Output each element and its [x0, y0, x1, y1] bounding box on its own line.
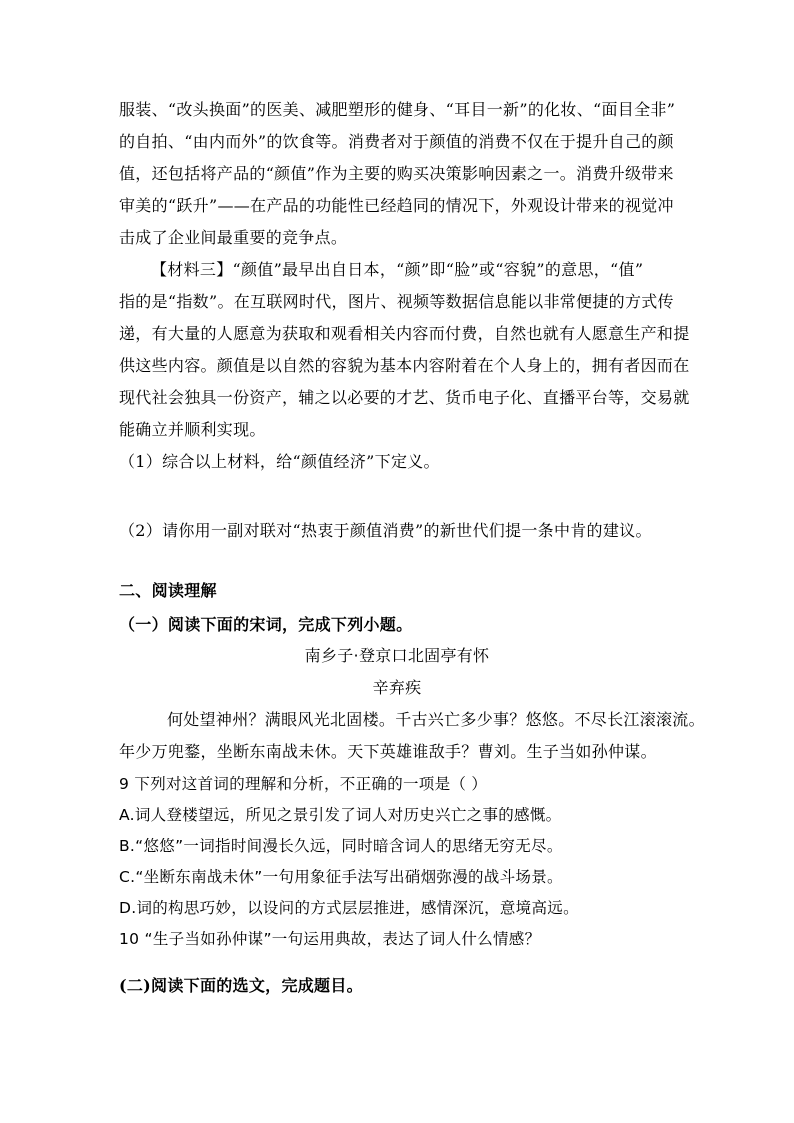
- material-three-line-5: 现代社会独具一份资产，辅之以必要的才艺、货币电子化、直播平台等，交易就: [119, 388, 690, 407]
- question-9-option-c: C.“坐断东南战未休”一句用象征手法写出硝烟弥漫的战斗场景。: [119, 868, 563, 886]
- material-two-line-4: 审美的“跃升”——在产品的功能性已经趋同的情况下，外观设计带来的视觉冲: [119, 196, 674, 215]
- material-three-line-3: 递，有大量的人愿意为获取和观看相关内容而付费，自然也就有人愿意生产和提: [119, 324, 690, 343]
- poem-line-2: 年少万兜鍪，坐断东南战未休。天下英雄谁敌手？曹刘。生子当如孙仲谋。: [119, 742, 657, 761]
- material-three-line-2: 指的是“指数”。在互联网时代，图片、视频等数据信息能以非常便捷的方式传: [119, 292, 674, 311]
- question-9-stem: 9 下列对这首词的理解和分析，不正确的一项是（ ）: [119, 775, 488, 793]
- material-two-line-5: 击成了企业间最重要的竞争点。: [119, 228, 348, 247]
- question-9-option-b: B.“悠悠”一词指时间漫长久远，同时暗含词人的思绪无穷无尽。: [119, 837, 563, 855]
- material-three-line-4: 供这些内容。颜值是以自然的容貌为基本内容附着在个人身上的，拥有者因而在: [119, 356, 690, 375]
- material-three-line-6: 能确立并顺利实现。: [119, 420, 266, 439]
- section-heading: 二、阅读理解: [119, 581, 217, 600]
- material-two-line-1: 服装、“改头换面”的医美、减肥塑形的健身、“耳目一新”的化妆、“面目全非”: [119, 100, 676, 119]
- material-two-line-2: 的自拍、“由内而外”的饮食等。消费者对于颜值的消费不仅在于提升自己的颜: [119, 132, 674, 151]
- material-two-line-3: 值，还包括将产品的“颜值”作为主要的购买决策影响因素之一。消费升级带来: [119, 164, 674, 183]
- question-2: （2）请你用一副对联对“热衷于颜值消费”的新世代们提一条中肯的建议。: [119, 521, 652, 540]
- question-9-option-a: A.词人登楼望远，所见之景引发了词人对历史兴亡之事的感慨。: [119, 806, 562, 824]
- subsection-2-heading: (二)阅读下面的选文，完成题目。: [119, 976, 363, 995]
- poem-author: 辛弃疾: [372, 678, 422, 697]
- question-10: 10 “生子当如孙仲谋”一句运用典故，表达了词人什么情感？: [119, 930, 541, 948]
- poem-title: 南乡子·登京口北固亭有怀: [304, 646, 490, 665]
- question-9-option-d: D.词的构思巧妙，以设问的方式层层推进，感情深沉，意境高远。: [119, 899, 579, 917]
- question-1: （1）综合以上材料，给“颜值经济”下定义。: [119, 452, 440, 471]
- material-three-line-1: 【材料三】“颜值”最早出自日本，“颜”即“脸”或“容貌”的意思，“值”: [151, 260, 644, 279]
- subsection-1-heading: （一）阅读下面的宋词，完成下列小题。: [119, 615, 413, 634]
- poem-line-1: 何处望神州？满眼风光北固楼。千古兴亡多少事？悠悠。不尽长江滚滚流。: [167, 710, 705, 729]
